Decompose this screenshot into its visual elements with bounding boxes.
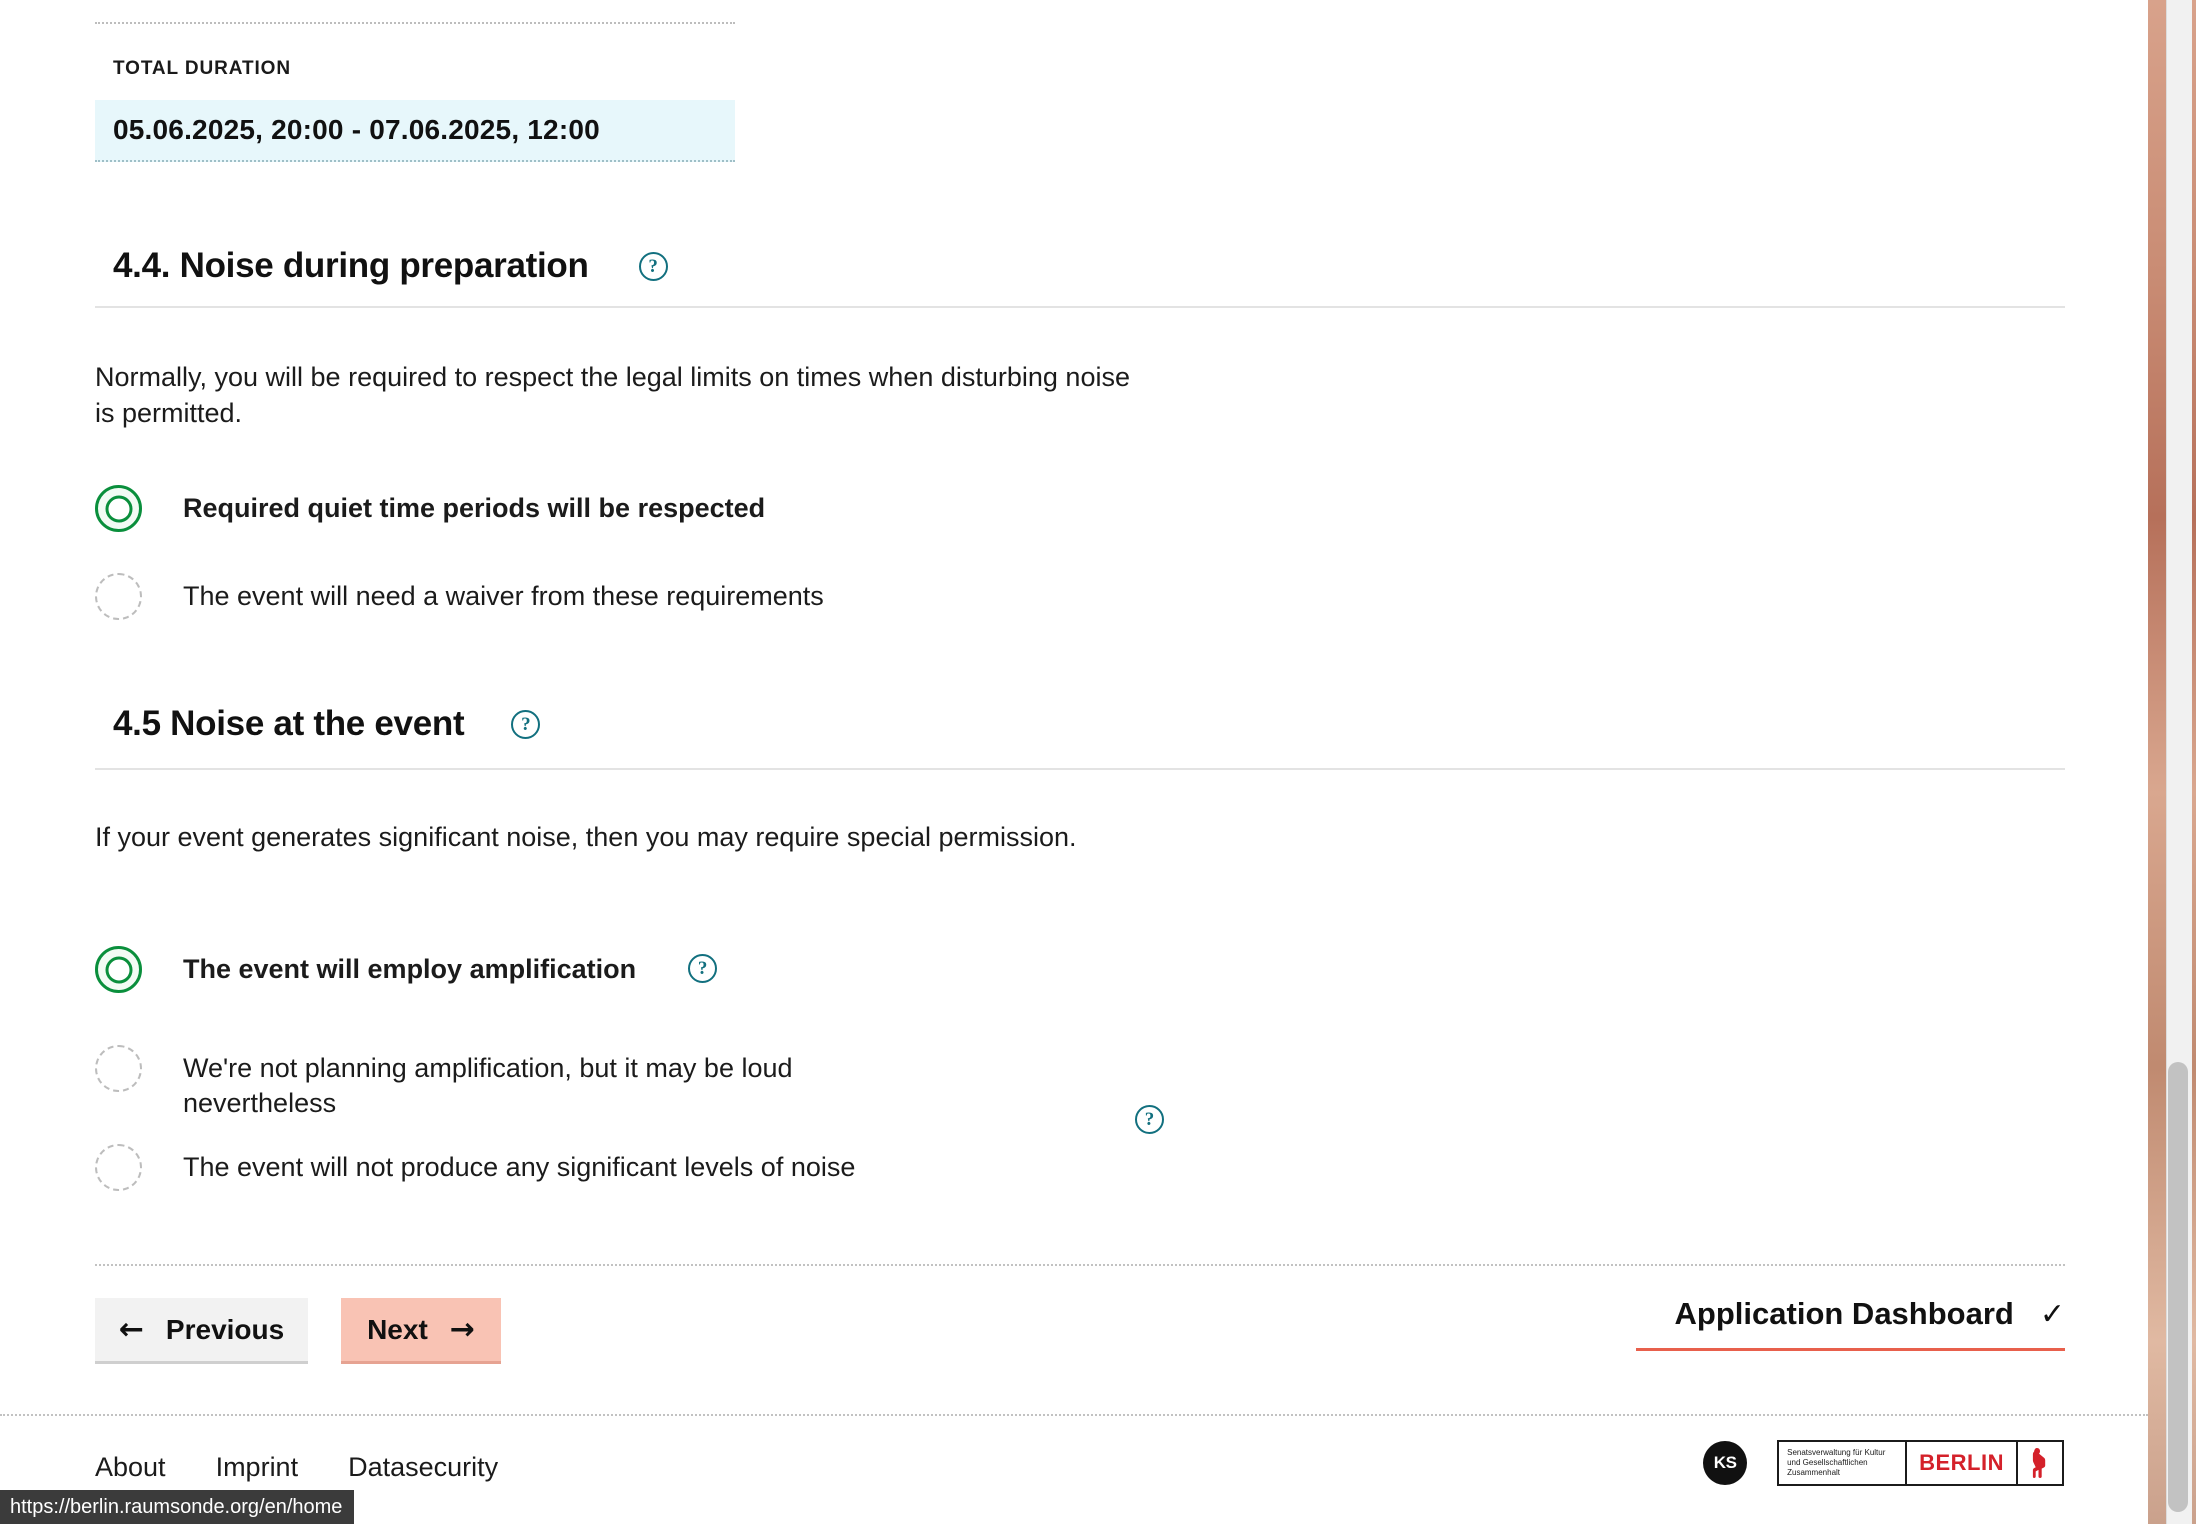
footer-separator (0, 1414, 2148, 1416)
section-4-4-title: 4.4. Noise during preparation (113, 246, 589, 285)
senate-text: Senatsverwaltung für Kultur und Gesellschaftlichen Zusammenhalt (1779, 1442, 1907, 1484)
help-icon-amplification[interactable]: ? (688, 954, 717, 983)
application-dashboard-label: Application Dashboard (1674, 1296, 2014, 1331)
section-4-5-heading (113, 704, 540, 744)
radio-label-quiet-respected: Required quiet time periods will be respected (183, 493, 766, 523)
radio-waiver[interactable] (95, 573, 142, 620)
radio-option-amplification[interactable] (95, 946, 717, 993)
section-4-4-paragraph: Normally, you will be required to respect the legal limits on times when disturbing noise is permitted. (95, 362, 1130, 428)
radio-label-no-significant-noise: The event will not produce any significant levels of noise (183, 1152, 856, 1182)
radio-label-amplification: The event will employ amplification (183, 954, 637, 984)
berlin-wordmark: BERLIN (1907, 1442, 2018, 1484)
total-duration-label: TOTAL DURATION (113, 58, 291, 79)
scrollbar-thumb[interactable] (2168, 1062, 2188, 1512)
section-4-4-rule (95, 306, 2065, 308)
next-button[interactable] (341, 1298, 501, 1364)
help-icon-section-4-4[interactable]: ? (639, 252, 668, 281)
footer-links (95, 1452, 548, 1483)
footer-link-datasecurity[interactable]: Datasecurity (348, 1452, 499, 1482)
radio-no-significant-noise[interactable] (95, 1144, 142, 1191)
berlin-bear-icon (2018, 1442, 2062, 1484)
section-4-4-heading (113, 246, 668, 286)
radio-amplification[interactable] (95, 946, 142, 993)
next-button-label: Next (367, 1313, 428, 1345)
nav-separator (95, 1264, 2065, 1266)
status-bar-url: https://berlin.raumsonde.org/en/home (0, 1490, 354, 1524)
section-4-5-paragraph: If your event generates significant noise, then you may require special permission. (95, 822, 1077, 852)
radio-option-no-significant-noise[interactable] (95, 1144, 855, 1191)
section-4-5-rule (95, 768, 2065, 770)
check-icon: ✓ (2039, 1296, 2065, 1332)
footer-logos (1703, 1440, 2064, 1486)
duration-separator (95, 22, 735, 24)
radio-quiet-respected[interactable] (95, 485, 142, 532)
previous-button[interactable] (95, 1298, 308, 1364)
footer-link-about[interactable]: About (95, 1452, 166, 1482)
arrow-right-icon: → (449, 1311, 475, 1347)
total-duration-value: 05.06.2025, 20:00 - 07.06.2025, 12:00 (113, 114, 600, 145)
radio-label-loud-nevertheless: We're not planning amplification, but it may be loud nevertheless (183, 1053, 793, 1118)
radio-option-quiet-respected[interactable] (95, 485, 765, 532)
help-icon-section-4-5[interactable]: ? (511, 710, 540, 739)
arrow-left-icon: ← (118, 1311, 144, 1347)
total-duration-value-box (95, 100, 735, 162)
radio-label-waiver: The event will need a waiver from these requirements (183, 581, 824, 611)
application-dashboard-link[interactable] (1636, 1296, 2065, 1351)
help-icon-loud-nevertheless[interactable]: ? (1135, 1105, 1164, 1134)
footer-link-imprint[interactable]: Imprint (215, 1452, 299, 1482)
ks-logo: KS (1703, 1441, 1747, 1485)
previous-button-label: Previous (165, 1313, 285, 1345)
radio-option-waiver[interactable] (95, 573, 824, 620)
berlin-senate-logo (1777, 1440, 2064, 1486)
section-4-5-title: 4.5 Noise at the event (113, 704, 465, 743)
radio-loud-nevertheless[interactable] (95, 1045, 142, 1092)
radio-option-loud-nevertheless[interactable] (95, 1045, 1195, 1120)
